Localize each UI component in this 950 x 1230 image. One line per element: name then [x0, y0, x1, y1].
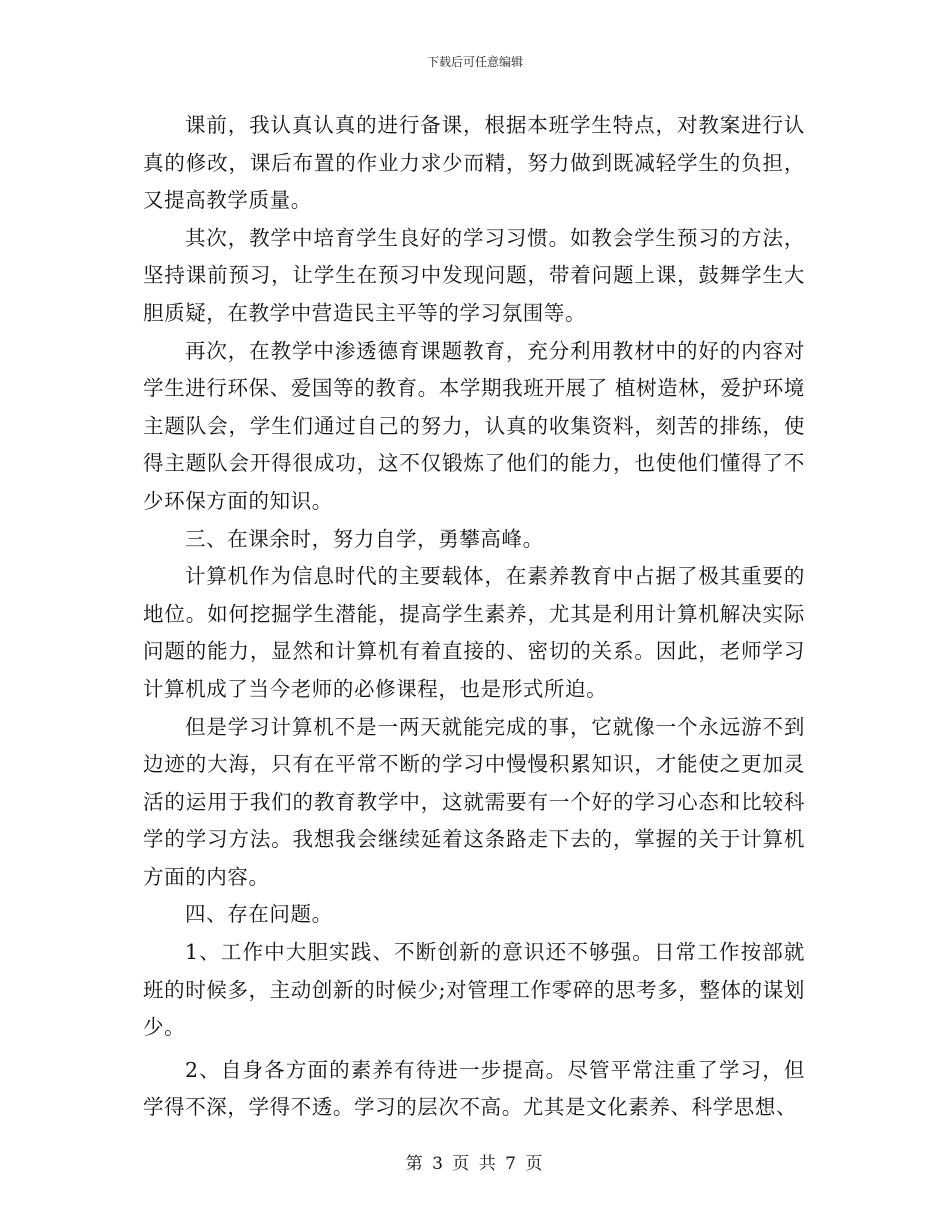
section-heading-self-study: 三、在课余时，努力自学，勇攀高峰。	[185, 526, 544, 551]
page-footer: 第 3 页 共 7 页	[405, 1154, 545, 1174]
paragraph-learning-computer: 但是学习计算机不是一两天就能完成的事，它就像一个永远游不到边迹的大海，只有在平常不断的学习中慢慢积累知识，才能使之更加灵活的运用于我们的教育教学中，这就需要有一个好的学习心态和比较科学的学习方法。我想我会继续延着这条路走下去的，掌握的关于计算机方面的内容。	[143, 714, 805, 889]
section-heading-problems: 四、存在问题。	[185, 902, 333, 927]
paragraph-problem-2: 2、自身各方面的素养有待进一步提高。尽管平常注重了学习，但学得不深，学得不透。学习的层次不高。尤其是文化素养、科学思想、	[143, 1057, 805, 1120]
paragraph-computer-importance: 计算机作为信息时代的主要载体，在素养教育中占据了极其重要的地位。如何挖掘学生潜能，提高学生素养，尤其是利用计算机解决实际问题的能力，显然和计算机有着直接的、密切的关系。因此，老师学习计算机成了当今老师的必修课程，也是形式所迫。	[143, 564, 805, 701]
document-body	[143, 107, 805, 1127]
paragraph-lesson-prep: 课前，我认真认真的进行备课，根据本班学生特点，对教案进行认真的修改，课后布置的作业力求少而精，努力做到既减轻学生的负担，又提高教学质量。	[143, 113, 805, 213]
paragraph-problem-1: 1、工作中大胆实践、不断创新的意识还不够强。日常工作按部就班的时候多，主动创新的时候少;对管理工作零碎的思考多，整体的谋划少。	[143, 940, 805, 1040]
paragraph-moral-education: 再次，在教学中渗透德育课题教育，充分利用教材中的好的内容对学生进行环保、爱国等的教育。本学期我班开展了 植树造林，爱护环境 主题队会，学生们通过自己的努力，认真的收集资料，刻苦的排练，使得主题队会开得很成功，这不仅锻炼了他们的能力，也使他们懂得了不少环保方面的知识。	[143, 338, 805, 513]
page-header: 下载后可任意编辑	[426, 55, 523, 69]
paragraph-study-habits: 其次，教学中培育学生良好的学习习惯。如教会学生预习的方法，坚持课前预习，让学生在预习中发现问题，带着问题上课，鼓舞学生大胆质疑，在教学中营造民主平等的学习氛围等。	[143, 225, 805, 325]
